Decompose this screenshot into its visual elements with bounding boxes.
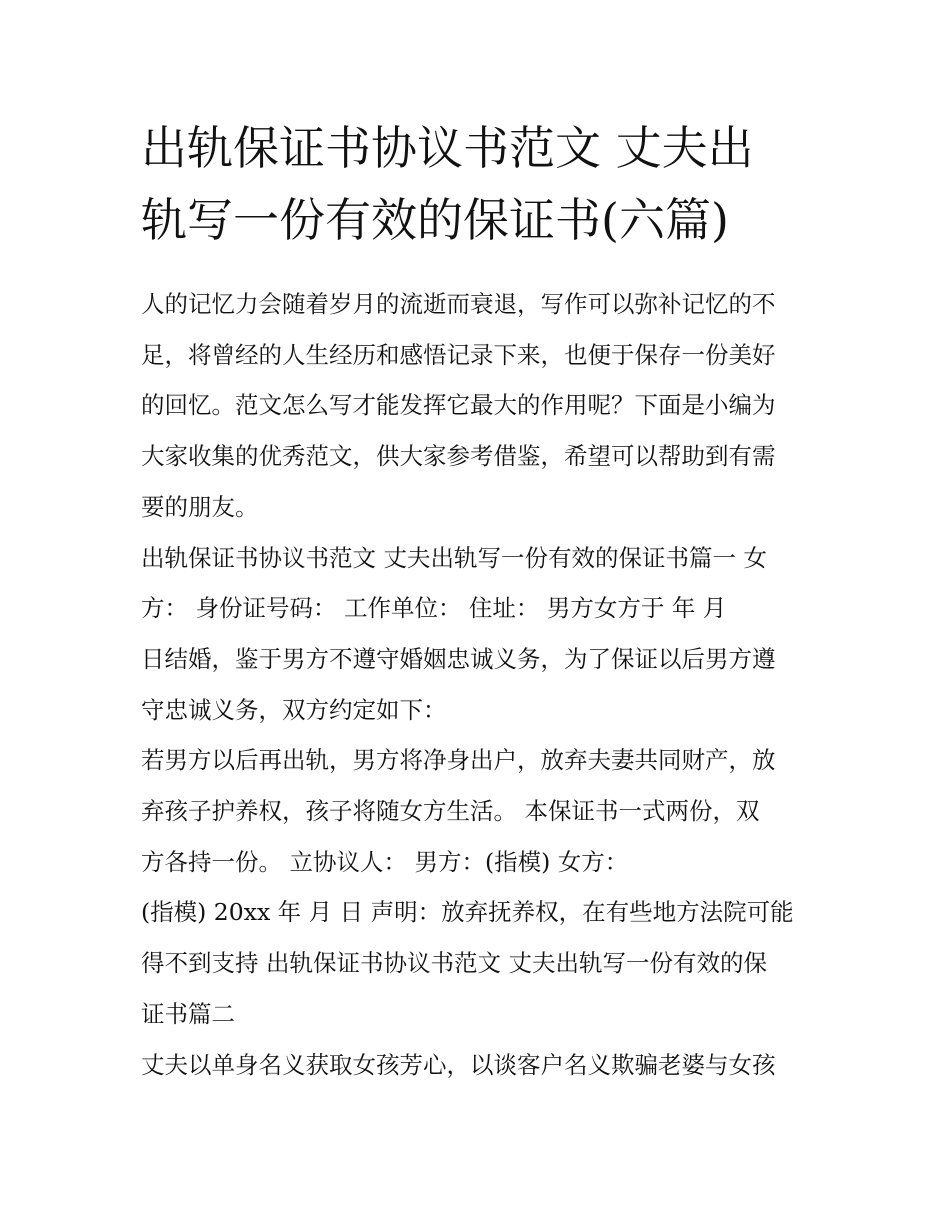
body-line-13: (指模) 20xx 年 月 日 声明：放弃抚养权，在有些地方法院可能: [141, 898, 794, 927]
document-title: [141, 112, 813, 256]
body-line-10: 若男方以后再出轨，男方将净身出户，放弃夫妻共同财产，放: [141, 746, 776, 775]
body-line-8: 日结婚，鉴于男方不遵守婚姻忠诚义务，为了保证以后男方遵: [141, 644, 776, 673]
body-line-4: 大家收集的优秀范文，供大家参考借鉴，希望可以帮助到有需: [141, 442, 776, 471]
title-line-2: 轨写一份有效的保证书(六篇): [141, 193, 729, 247]
body-line-14: 得不到支持 出轨保证书协议书范文 丈夫出轨写一份有效的保: [141, 949, 767, 978]
body-line-9: 守忠诚义务，双方约定如下：: [141, 695, 447, 724]
body-line-7: 方： 身份证号码： 工作单位： 住址： 男方女方于 年 月: [141, 594, 727, 623]
body-line-16: 丈夫以单身名义获取女孩芳心，以谈客户名义欺骗老婆与女孩: [141, 1050, 776, 1079]
body-line-5: 要的朋友。: [141, 492, 259, 521]
document-body: [141, 279, 813, 1090]
body-line-3: 的回忆。范文怎么写才能发挥它最大的作用呢？下面是小编为: [141, 391, 776, 420]
title-line-1: 出轨保证书协议书范文 丈夫出: [141, 121, 754, 175]
body-line-6: 出轨保证书协议书范文 丈夫出轨写一份有效的保证书篇一 女: [141, 543, 767, 572]
body-line-15: 证书篇二: [141, 999, 235, 1028]
body-line-12: 方各持一份。 立协议人： 男方：(指模) 女方：: [141, 847, 629, 876]
body-line-11: 弃孩子护养权，孩子将随女方生活。 本保证书一式两份，双: [141, 797, 760, 826]
document-content: [141, 112, 813, 1090]
body-line-1: 人的记忆力会随着岁月的流逝而衰退，写作可以弥补记忆的不: [141, 290, 776, 318]
body-line-2: 足，将曾经的人生经历和感悟记录下来，也便于保存一份美好: [141, 340, 776, 369]
